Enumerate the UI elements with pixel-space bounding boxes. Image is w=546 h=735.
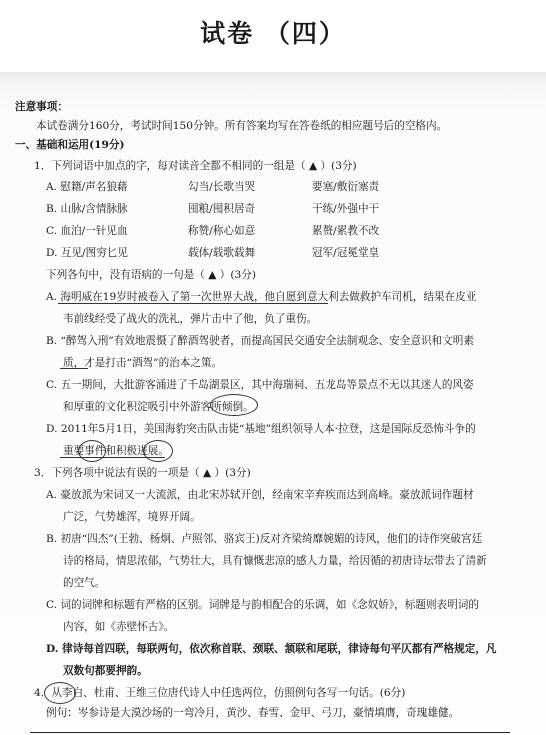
q3-option-a-line2: 广泛，气势雄浑，境界开阔。 [63,511,201,523]
notice-text: 本试卷满分160分，考试时间150分钟。所有答案均写在答卷纸的相应题号后的空格内。 [36,120,448,132]
q3-option-b-line3: 的空气。 [63,577,106,589]
q3-option-d-line1: D. 律诗每首四联，每联两句，依次称首联、颈联、颔联和尾联，律诗每句平仄都有严格规定，凡 [46,643,497,655]
q3-option-b-line2: 诗的格局，情思浓郁，气势壮大，具有慷慨悲凉的感人力量，给因循的初唐诗坛带去了清新 [63,555,487,567]
q1-option-c-2: 称赞/称心如意 [188,225,256,237]
q2-option-d-line2: 重要事件和积极进展。 [63,445,169,457]
q2-option-b-line2: 质，才是打击“酒驾”的治本之策。 [63,357,223,369]
pen-circle-q2d-1 [78,440,106,462]
q2-option-a-line1: A. 海明威在19岁时被卷入了第一次世界大战，他自愿到意大利去做救护车司机，结果在皮亚 [46,291,477,303]
pen-circle-q4 [44,682,76,704]
q1-stem: 1．下列词语中加点的字，每对读音全都不相同的一组是（ ▲ ）(3分) [34,160,357,172]
q2-stem: 下列各句中，没有语病的一句是（ ▲ ）(3分) [46,269,256,281]
q1-option-a-1: A. 慰籍/声名狼藉 [46,181,128,193]
q3-option-a-line1: A. 豪放派为宋词又一大流派，由北宋苏轼开创，经南宋辛弃疾而达到高峰。豪放派词作题材 [46,489,474,501]
pen-circle-q2c [210,394,258,416]
q3-stem: 3．下列各项中说法有误的一项是（ ▲ ）(3分) [34,467,251,479]
q1-option-a-2: 勾当/长歌当哭 [188,181,256,193]
q1-option-d-1: D. 互见/图穷匕见 [46,247,128,259]
q1-option-d-2: 载体/载歌载舞 [188,247,256,259]
page-title: 试卷 （四） [200,19,346,48]
answer-line [30,732,510,733]
q4-stem: 4．从李白、杜甫、王维三位唐代诗人中任选两位，仿照例句各写一句话。(6分) [34,687,406,699]
q1-option-b-1: B. 山脉/含情脉脉 [46,203,128,215]
q1-option-d-3: 冠军/冠冕堂皇 [312,247,380,259]
q3-option-c-line1: C. 词的词牌和标题有严格的区别。词牌是与韵相配合的乐调，如《念奴娇》，标题则表明词的 [46,599,479,611]
q1-option-c-3: 累赘/累教不改 [312,225,380,237]
scanned-exam-page [0,72,546,735]
section-heading: 一、基础和运用(19分) [15,139,125,151]
q1-option-b-2: 囤粮/囤积居奇 [188,203,256,215]
q2-option-b-line1: B. “醉驾入刑”有效地震慑了醉酒驾驶者，而提高国民交通安全法制观念、安全意识和文明素 [46,335,474,347]
q2-option-c-line1: C. 五一期间，大批游客涌进了千岛湖景区，其中海瑞祠、五龙岛等景点不无以其迷人的风姿 [46,379,474,391]
q4-example: 例句：岑参诗是大漠沙场的一弯冷月，黄沙、春雪、金甲、弓刀，豪情填膺，奇瑰雄健。 [46,707,460,719]
q2-option-a-line2: 韦前线经受了战火的洗礼，弹片击中了他，负了重伤。 [63,313,318,325]
q1-option-c-1: C. 血泊/一针见血 [46,225,128,237]
q3-option-b-line1: B. 初唐“四杰”(王勃、杨炯、卢照邻、骆宾王)反对齐梁绮靡婉媚的诗风，他们的诗作突破宫廷 [46,533,483,545]
q1-option-a-3: 要塞/敷衍塞责 [312,181,380,193]
q1-option-b-3: 干练/外强中干 [312,203,380,215]
q3-option-d-line2: 双数句都要押韵。 [63,665,148,677]
pen-underline-q2b [60,368,88,369]
q2-option-c-line2: 和厚重的文化积淀吸引中外游客所倾倒。 [63,401,254,413]
notice-heading: 注意事项： [15,101,68,113]
q3-option-c-line2: 内容，如《赤壁怀古》。 [63,621,175,633]
pen-underline-q2a [58,303,328,304]
q2-option-d-line1: D. 2011年5月1日，美国海豹突击队击毙“基地”组织领导人本·拉登，这是国际反恐怖斗争的 [46,423,476,435]
pen-underline-q2d [60,457,165,458]
pen-circle-q2d-2 [143,440,173,462]
